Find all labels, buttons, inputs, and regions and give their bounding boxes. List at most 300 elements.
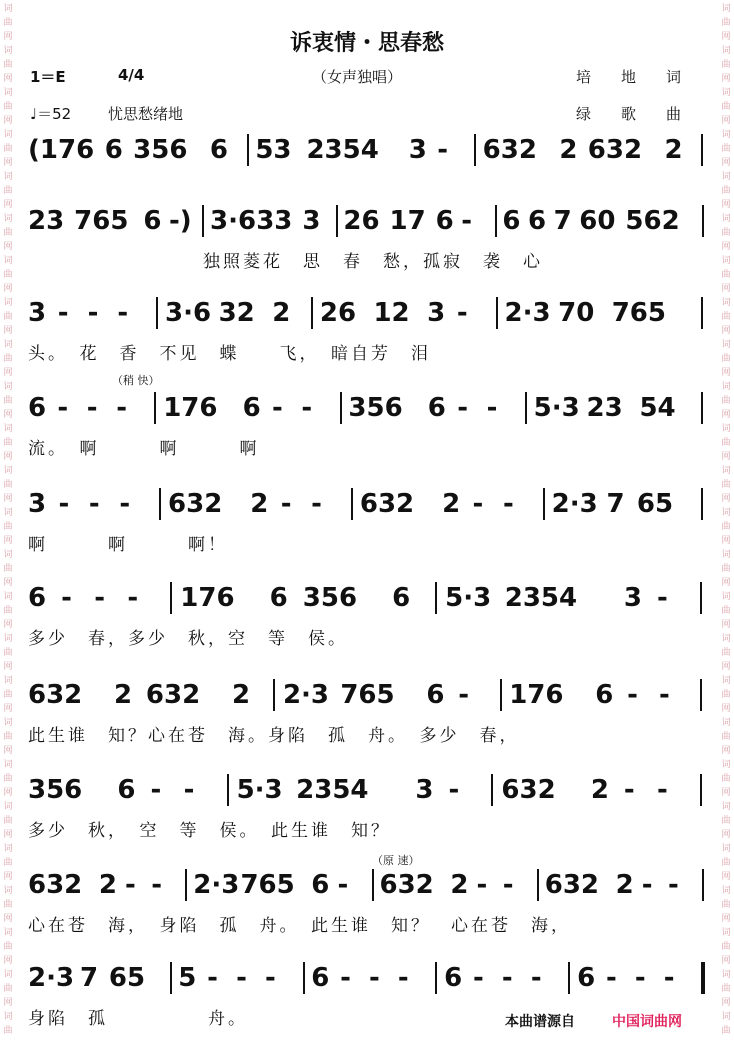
barline	[500, 679, 502, 711]
watermark-glyph: 网	[3, 368, 13, 378]
note-group: 33	[256, 206, 293, 236]
note-group: -	[116, 393, 127, 423]
note-group: 53	[255, 135, 292, 165]
note-group: -	[57, 393, 69, 423]
note-group: 632	[379, 870, 434, 900]
note-group: -	[397, 963, 409, 993]
watermark-glyph: 曲	[721, 228, 731, 238]
watermark-glyph: 词	[721, 1012, 731, 1022]
lyric-text: 啊 啊 啊！	[28, 535, 228, 555]
note-group: 2	[664, 135, 683, 165]
note-group: (176	[28, 135, 95, 165]
watermark-glyph: 网	[721, 746, 731, 756]
barline	[372, 869, 374, 901]
watermark-glyph: 曲	[721, 774, 731, 784]
watermark-glyph: 曲	[3, 270, 13, 280]
watermark-glyph: 词	[3, 130, 13, 140]
barline	[495, 205, 497, 237]
note-group: 632	[28, 870, 83, 900]
watermark-glyph: 词	[3, 718, 13, 728]
watermark-glyph: 曲	[3, 102, 13, 112]
watermark-glyph: 曲	[721, 396, 731, 406]
note-group: 2	[615, 870, 634, 900]
note-group: -	[605, 963, 617, 993]
watermark-glyph: 曲	[721, 354, 731, 364]
watermark-glyph: 曲	[721, 270, 731, 280]
watermark-glyph: 网	[721, 704, 731, 714]
barline	[700, 582, 702, 614]
watermark-glyph: 曲	[721, 858, 731, 868]
note-group: 7	[80, 963, 99, 993]
watermark-glyph: 网	[3, 998, 13, 1008]
note-group: 3	[408, 135, 427, 165]
note-group: 2·3	[28, 963, 75, 993]
lyric-text: 多少 春，多少 秋，空 等 侯。	[28, 629, 348, 649]
watermark-glyph: 曲	[721, 60, 731, 70]
barline	[568, 962, 570, 994]
note-group: -	[502, 489, 514, 519]
barline	[156, 297, 158, 329]
watermark-glyph: 曲	[3, 60, 13, 70]
note-line	[28, 132, 710, 168]
watermark-glyph: 网	[3, 872, 13, 882]
watermark-glyph: 词	[3, 298, 13, 308]
watermark-glyph: 词	[3, 382, 13, 392]
watermark-glyph: 词	[3, 88, 13, 98]
note-group: 176	[163, 393, 218, 423]
note-group: 2·3	[551, 489, 598, 519]
time-signature: 4/4	[118, 66, 145, 84]
watermark-glyph: 曲	[3, 396, 13, 406]
left-watermark-strip	[0, 0, 16, 1058]
watermark-glyph: 词	[721, 550, 731, 560]
watermark-glyph: 词	[721, 298, 731, 308]
watermark-glyph: 词	[721, 760, 731, 770]
watermark-glyph: 网	[3, 578, 13, 588]
watermark-glyph: 曲	[3, 690, 13, 700]
expression-marking: 忧思愁绪地	[108, 105, 184, 123]
note-group: -	[58, 489, 70, 519]
barline	[336, 205, 338, 237]
note-group: -	[236, 963, 247, 993]
note-group: 26	[319, 298, 357, 328]
note-group: 632	[28, 680, 83, 710]
watermark-glyph: 网	[3, 200, 13, 210]
note-group: 2·3	[504, 298, 551, 328]
watermark-glyph: 曲	[3, 984, 13, 994]
note-group: 3	[415, 775, 434, 805]
watermark-glyph: 曲	[721, 690, 731, 700]
watermark-glyph: 曲	[721, 942, 731, 952]
watermark-glyph: 词	[721, 928, 731, 938]
watermark-glyph: 网	[721, 158, 731, 168]
note-group: -	[88, 489, 100, 519]
note-group: 3	[427, 298, 446, 328]
note-group: 632	[544, 870, 600, 900]
watermark-glyph: 词	[721, 88, 731, 98]
note-group: 2354	[296, 775, 369, 805]
lyric-line	[28, 624, 710, 648]
lyric-text: 多少 秋， 空 等 侯。 此生谁 知？	[28, 821, 391, 841]
watermark-glyph: 网	[3, 830, 13, 840]
note-group: -	[337, 870, 349, 900]
lyric-text: 心在苍 海， 身陷 孤 舟。 此生谁 知？ 心在苍 海，	[28, 916, 571, 936]
note-group: 5·3	[445, 583, 492, 613]
barline	[700, 774, 702, 806]
barline	[537, 869, 539, 901]
watermark-glyph: 词	[3, 676, 13, 686]
source-site-link[interactable]: 中国词曲网	[612, 1014, 682, 1030]
note-group: -	[280, 489, 292, 519]
note-group: -	[86, 393, 98, 423]
note-group: 70	[558, 298, 595, 328]
note-group: -	[476, 870, 488, 900]
watermark-glyph: 网	[3, 620, 13, 630]
lyric-text: 此生谁 知？心在苍 海。身陷 孤 舟。 多少 春，	[28, 726, 520, 746]
watermark-glyph: 词	[3, 550, 13, 560]
barline	[303, 962, 305, 994]
note-group: 6	[28, 393, 47, 423]
note-group: 6	[242, 393, 261, 423]
lyric-text: 独照菱花 思 春 愁，孤寂 袭 心	[203, 252, 543, 272]
original-tempo-marking: （原 速）	[372, 854, 420, 867]
watermark-glyph: 曲	[3, 732, 13, 742]
barline	[170, 962, 172, 994]
note-group: 6	[143, 206, 162, 236]
watermark-glyph: 曲	[3, 648, 13, 658]
composer-credit: 绿 歌 曲	[576, 105, 682, 123]
barline	[701, 134, 703, 166]
note-group: -	[369, 963, 380, 993]
note-group: 65	[636, 489, 674, 519]
note-group: -	[207, 963, 218, 993]
note-group: -	[641, 870, 653, 900]
barline	[435, 582, 437, 614]
watermark-glyph: 曲	[721, 606, 731, 616]
source-label: 本曲谱源自	[505, 1014, 575, 1030]
note-group: -	[437, 135, 448, 165]
note-group: -	[668, 870, 679, 900]
note-group: 2	[114, 680, 133, 710]
note-group: -	[271, 393, 283, 423]
watermark-glyph: 网	[3, 914, 13, 924]
watermark-glyph: 词	[3, 256, 13, 266]
watermark-glyph: 网	[721, 452, 731, 462]
note-group: 6	[311, 870, 330, 900]
barline	[185, 869, 187, 901]
watermark-glyph: 网	[3, 956, 13, 966]
note-group: 6	[28, 583, 47, 613]
watermark-glyph: 网	[721, 200, 731, 210]
note-group: 632	[359, 489, 415, 519]
watermark-glyph: 网	[721, 116, 731, 126]
note-group: -	[657, 775, 668, 805]
watermark-glyph: 网	[721, 242, 731, 252]
watermark-glyph: 词	[721, 970, 731, 980]
note-group: -	[183, 775, 195, 805]
watermark-glyph: 词	[3, 802, 13, 812]
barline	[154, 392, 156, 424]
right-watermark-strip	[718, 0, 734, 1058]
watermark-glyph: 词	[721, 844, 731, 854]
note-group: 6	[392, 583, 411, 613]
watermark-glyph: 网	[3, 536, 13, 546]
note-group: 3	[28, 298, 47, 328]
barline	[543, 488, 545, 520]
barline	[311, 297, 313, 329]
note-group: 6	[209, 135, 228, 165]
watermark-glyph: 曲	[3, 606, 13, 616]
watermark-glyph: 词	[3, 340, 13, 350]
watermark-glyph: 网	[3, 452, 13, 462]
watermark-glyph: 曲	[721, 144, 731, 154]
watermark-glyph: 词	[3, 970, 13, 980]
note-group: 2	[590, 775, 609, 805]
note-line	[28, 295, 710, 331]
watermark-glyph: 曲	[3, 186, 13, 196]
note-group: -	[87, 298, 99, 328]
note-group: 3	[302, 206, 321, 236]
note-group: -	[663, 963, 675, 993]
watermark-glyph: 曲	[721, 186, 731, 196]
note-group: 3	[28, 489, 47, 519]
barline	[159, 488, 161, 520]
barline	[525, 392, 527, 424]
watermark-glyph: 词	[721, 466, 731, 476]
note-group: 176	[509, 680, 564, 710]
lyric-line	[28, 247, 710, 271]
barline	[247, 134, 249, 166]
lyric-line	[28, 911, 710, 935]
barline	[702, 205, 704, 237]
note-group: -	[473, 963, 484, 993]
note-group: 2	[98, 870, 117, 900]
barline	[702, 869, 704, 901]
lyricist-credit: 培 地 词	[576, 68, 682, 86]
watermark-glyph: 网	[3, 662, 13, 672]
watermark-glyph: 曲	[721, 18, 731, 28]
watermark-glyph: 曲	[3, 900, 13, 910]
watermark-glyph: 曲	[3, 144, 13, 154]
watermark-glyph: 曲	[721, 1026, 731, 1036]
note-group: 765	[74, 206, 129, 236]
note-group: 3·6	[164, 298, 212, 328]
note-group: 6	[117, 775, 136, 805]
watermark-glyph: 词	[3, 760, 13, 770]
note-group: -	[627, 680, 638, 710]
note-line	[28, 390, 710, 426]
note-group: 32	[218, 298, 255, 328]
watermark-glyph: 词	[721, 592, 731, 602]
watermark-glyph: 网	[721, 410, 731, 420]
barline	[491, 774, 493, 806]
watermark-glyph: 曲	[721, 900, 731, 910]
watermark-glyph: 词	[3, 592, 13, 602]
watermark-glyph: 词	[3, 466, 13, 476]
note-group: 632	[501, 775, 556, 805]
barline	[351, 488, 353, 520]
watermark-glyph: 词	[3, 172, 13, 182]
watermark-glyph: 词	[721, 256, 731, 266]
watermark-glyph: 词	[3, 214, 13, 224]
note-line	[28, 486, 710, 522]
watermark-glyph: 曲	[721, 480, 731, 490]
note-group: 6	[269, 583, 288, 613]
watermark-glyph: 网	[721, 368, 731, 378]
watermark-glyph: 网	[3, 116, 13, 126]
note-group: 2	[272, 298, 291, 328]
watermark-glyph: 曲	[721, 648, 731, 658]
note-group: 3·6	[210, 206, 257, 236]
note-group: -	[457, 393, 468, 423]
note-line	[28, 580, 710, 616]
watermark-glyph: 曲	[721, 522, 731, 532]
note-group: 2	[450, 870, 469, 900]
watermark-glyph: 曲	[3, 480, 13, 490]
note-group: 632	[482, 135, 537, 165]
slightly-faster-marking: （稍 快）	[112, 374, 160, 387]
barline	[273, 679, 275, 711]
watermark-glyph: 网	[721, 788, 731, 798]
barline	[700, 679, 702, 711]
watermark-glyph: 网	[3, 158, 13, 168]
watermark-glyph: 网	[721, 32, 731, 42]
note-group: 2·3	[193, 870, 240, 900]
note-group: -	[659, 680, 670, 710]
note-group: 2354	[504, 583, 578, 613]
watermark-glyph: 词	[3, 4, 13, 14]
watermark-glyph: 曲	[3, 18, 13, 28]
watermark-glyph: 网	[3, 746, 13, 756]
barline	[701, 392, 703, 424]
watermark-glyph: 词	[721, 4, 731, 14]
watermark-glyph: 网	[721, 536, 731, 546]
lyric-line	[28, 1004, 710, 1028]
note-group: 6	[502, 206, 521, 236]
watermark-glyph: 曲	[3, 312, 13, 322]
lyric-text: 头。 花 香 不见 蝶 飞， 暗自芳 泪	[28, 344, 431, 364]
note-group: 6	[426, 680, 445, 710]
note-group: 7	[606, 489, 625, 519]
note-group: 6	[427, 393, 446, 423]
note-group: -	[264, 963, 276, 993]
barline	[170, 582, 172, 614]
note-group: 23	[28, 206, 65, 236]
note-line	[28, 772, 710, 808]
note-line	[28, 677, 710, 713]
watermark-glyph: 词	[3, 844, 13, 854]
note-group: -)	[169, 206, 192, 236]
watermark-glyph: 曲	[3, 858, 13, 868]
note-group: -	[634, 963, 646, 993]
watermark-glyph: 曲	[3, 816, 13, 826]
note-group: 632	[145, 680, 201, 710]
note-group: 23	[586, 393, 623, 423]
note-group: 765	[611, 298, 666, 328]
note-group: 6	[577, 963, 596, 993]
note-group: 5·3	[533, 393, 580, 423]
note-group: 2·3	[282, 680, 330, 710]
note-group: -	[127, 583, 139, 613]
note-group: 2	[559, 135, 578, 165]
note-group: 356	[348, 393, 403, 423]
note-group: -	[311, 489, 322, 519]
final-barline	[701, 962, 705, 994]
watermark-glyph: 曲	[3, 1026, 13, 1036]
watermark-glyph: 网	[721, 494, 731, 504]
watermark-glyph: 词	[3, 634, 13, 644]
barline	[227, 774, 229, 806]
note-group: 765	[340, 680, 395, 710]
watermark-glyph: 词	[3, 928, 13, 938]
note-line	[28, 960, 710, 996]
lyric-text: 流。 啊 啊 啊	[28, 439, 260, 459]
watermark-glyph: 曲	[721, 816, 731, 826]
note-line	[28, 867, 710, 903]
watermark-glyph: 曲	[721, 438, 731, 448]
watermark-glyph: 网	[721, 284, 731, 294]
note-group: -	[502, 870, 514, 900]
watermark-glyph: 网	[721, 872, 731, 882]
note-group: -	[94, 583, 105, 613]
note-group: 12	[373, 298, 410, 328]
watermark-glyph: 网	[721, 830, 731, 840]
note-group: 562	[625, 206, 680, 236]
note-group: 5·3	[236, 775, 283, 805]
note-group: 6	[311, 963, 330, 993]
watermark-glyph: 曲	[3, 564, 13, 574]
watermark-glyph: 网	[3, 410, 13, 420]
note-group: -	[472, 489, 484, 519]
watermark-glyph: 网	[3, 284, 13, 294]
watermark-glyph: 网	[3, 788, 13, 798]
barline	[474, 134, 476, 166]
note-group: 6	[527, 206, 547, 236]
barline	[496, 297, 498, 329]
note-group: -	[119, 489, 131, 519]
note-group: -	[150, 775, 162, 805]
note-group: 60	[579, 206, 616, 236]
note-group: -	[458, 680, 470, 710]
watermark-glyph: 词	[721, 340, 731, 350]
watermark-glyph: 网	[3, 74, 13, 84]
note-group: 176	[180, 583, 235, 613]
note-group: 5	[178, 963, 197, 993]
watermark-glyph: 词	[3, 1012, 13, 1022]
watermark-glyph: 网	[721, 74, 731, 84]
note-group: 6	[444, 963, 463, 993]
watermark-glyph: 网	[721, 914, 731, 924]
watermark-glyph: 网	[721, 578, 731, 588]
watermark-glyph: 词	[3, 424, 13, 434]
song-title: 诉衷情・思春愁	[289, 30, 444, 56]
note-group: -	[61, 583, 72, 613]
watermark-glyph: 网	[721, 956, 731, 966]
note-group: 6	[104, 135, 123, 165]
barline	[435, 962, 437, 994]
note-group: 356	[133, 135, 188, 165]
tempo-marking: ♩＝52	[30, 105, 72, 123]
note-group: 2	[250, 489, 269, 519]
watermark-glyph: 词	[721, 130, 731, 140]
watermark-glyph: 网	[721, 998, 731, 1008]
note-group: -	[456, 298, 468, 328]
performance-note: （女声独唱）	[312, 68, 403, 86]
watermark-glyph: 词	[721, 424, 731, 434]
watermark-glyph: 曲	[3, 228, 13, 238]
watermark-glyph: 曲	[721, 564, 731, 574]
note-group: -	[301, 393, 313, 423]
